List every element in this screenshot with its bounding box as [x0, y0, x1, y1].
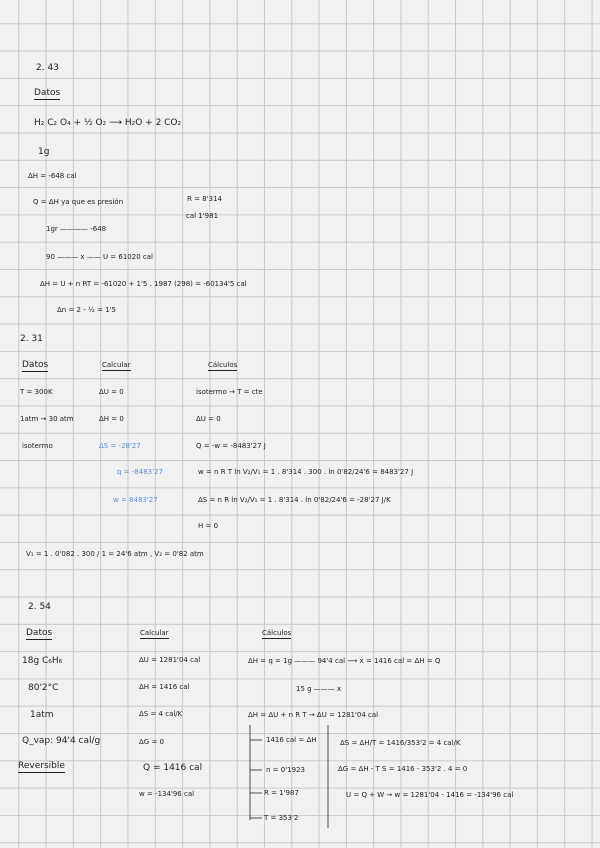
p243-q-line: Q = ΔH ya que es presión	[33, 198, 124, 206]
p254-branch-t: T = 353'2	[264, 814, 299, 822]
p254-branch-dh: 1416 cal = ΔH	[266, 736, 317, 744]
p254-branch-n: n = 0'1923	[266, 766, 305, 774]
p243-delta-h: ΔH = -648 cal	[28, 172, 77, 180]
p254-calculo-line2: 15 g ——— x	[296, 685, 342, 693]
p254-calculos-title: Cálculos	[262, 629, 292, 637]
p254-calc-ds: ΔS = 4 cal/K	[139, 710, 183, 718]
p254-dg-line: ΔG = ΔH - T S = 1416 - 353'2 . 4 = 0	[338, 765, 468, 773]
p243-ratio2: 90 ——— x —— U = 61020 cal	[46, 253, 153, 261]
p254-calc-q: Q = 1416 cal	[143, 763, 203, 773]
p231-calc-ds: ΔS = -28'27	[99, 442, 141, 450]
p254-dato-pressure: 1atm	[30, 710, 54, 720]
p254-calc-dg: ΔG = 0	[139, 738, 164, 746]
p254-calc-dh: ΔH = 1416 cal	[139, 683, 190, 691]
p243-r-const: R = 8'314	[187, 195, 222, 203]
p243-ratio1: 1gr ———— -648	[46, 225, 107, 233]
p231-calculo-6: H = 0	[198, 522, 219, 530]
p254-dato-temp: 80'2°C	[28, 683, 59, 693]
p231-calc-q: q = -8483'27	[117, 468, 163, 476]
p254-dato-mass: 18g C₆H₆	[22, 656, 63, 666]
p231-calculo-5: ΔS = n R ln V₂/V₁ = 1 . 8'314 . ln 0'82/24'6 = -28'27 J/K	[198, 496, 391, 504]
p254-calculo-line1: ΔH = q = 1g ——— 94'4 cal ⟶ x = 1416 cal = ΔH = Q	[248, 657, 441, 665]
p254-calculo-line3: ΔH = ΔU + n R T → ΔU = 1281'04 cal	[248, 711, 379, 719]
p231-calculos-title: Cálculos	[208, 361, 238, 369]
p254-dato-reversible: Reversible	[18, 761, 65, 771]
p254-calcular-title: Calcular	[140, 629, 169, 637]
p254-datos-title: Datos	[26, 628, 53, 638]
p231-calculo-1: isotermo → T = cte	[196, 388, 263, 396]
p254-ds-line: ΔS = ΔH/T = 1416/353'2 = 4 cal/K	[340, 739, 461, 747]
p231-calc-dh: ΔH = 0	[99, 415, 124, 423]
p243-heading: 2. 43	[36, 63, 59, 73]
p243-equation: H₂ C₂ O₄ + ½ O₂ ⟶ H₂O + 2 CO₂	[34, 118, 182, 128]
p231-dato-pressure: 1atm → 30 atm	[20, 415, 74, 423]
p243-datos-title: Datos	[34, 88, 61, 98]
p254-branch-r: R = 1'987	[264, 789, 299, 797]
p254-calc-w: w = -134'96 cal	[139, 790, 195, 798]
p254-calc-du: ΔU = 1281'04 cal	[139, 656, 201, 664]
p231-calc-du: ΔU = 0	[99, 388, 124, 396]
p243-cal-const: cal 1'981	[186, 212, 219, 220]
p231-calcular-title: Calcular	[102, 361, 131, 369]
p243-gram: 1g	[38, 147, 50, 157]
p231-volumes: V₁ = 1 . 0'082 . 300 / 1 = 24'6 atm , V₂ = 0'82 atm	[26, 550, 204, 558]
p231-calculo-2: ΔU = 0	[196, 415, 221, 423]
p254-u-line: U = Q + W → w = 1281'04 - 1416 = -134'96 cal	[346, 791, 514, 799]
p231-heading: 2. 31	[20, 334, 43, 344]
p254-heading: 2. 54	[28, 602, 51, 612]
p254-dato-qvap: Q_vap: 94'4 cal/g	[22, 736, 101, 746]
p231-dato-isotermo: isotermo	[22, 442, 53, 450]
p243-delta-h-calc: ΔH = U + n RT = -61020 + 1'5 . 1987 (298) = -60134'5 cal	[40, 280, 247, 288]
p231-calc-w: w = 8483'27	[113, 496, 158, 504]
p231-dato-temp: T = 300K	[20, 388, 53, 396]
p243-delta-n: Δn = 2 - ½ = 1'5	[57, 306, 116, 314]
p231-calculo-4: w = n R T ln V₂/V₁ = 1 . 8'314 . 300 . ln 0'82/24'6 = 8483'27 J	[198, 468, 414, 476]
p231-calculo-3: Q = -w = -8483'27 J	[196, 442, 266, 450]
p231-datos-title: Datos	[22, 360, 49, 370]
